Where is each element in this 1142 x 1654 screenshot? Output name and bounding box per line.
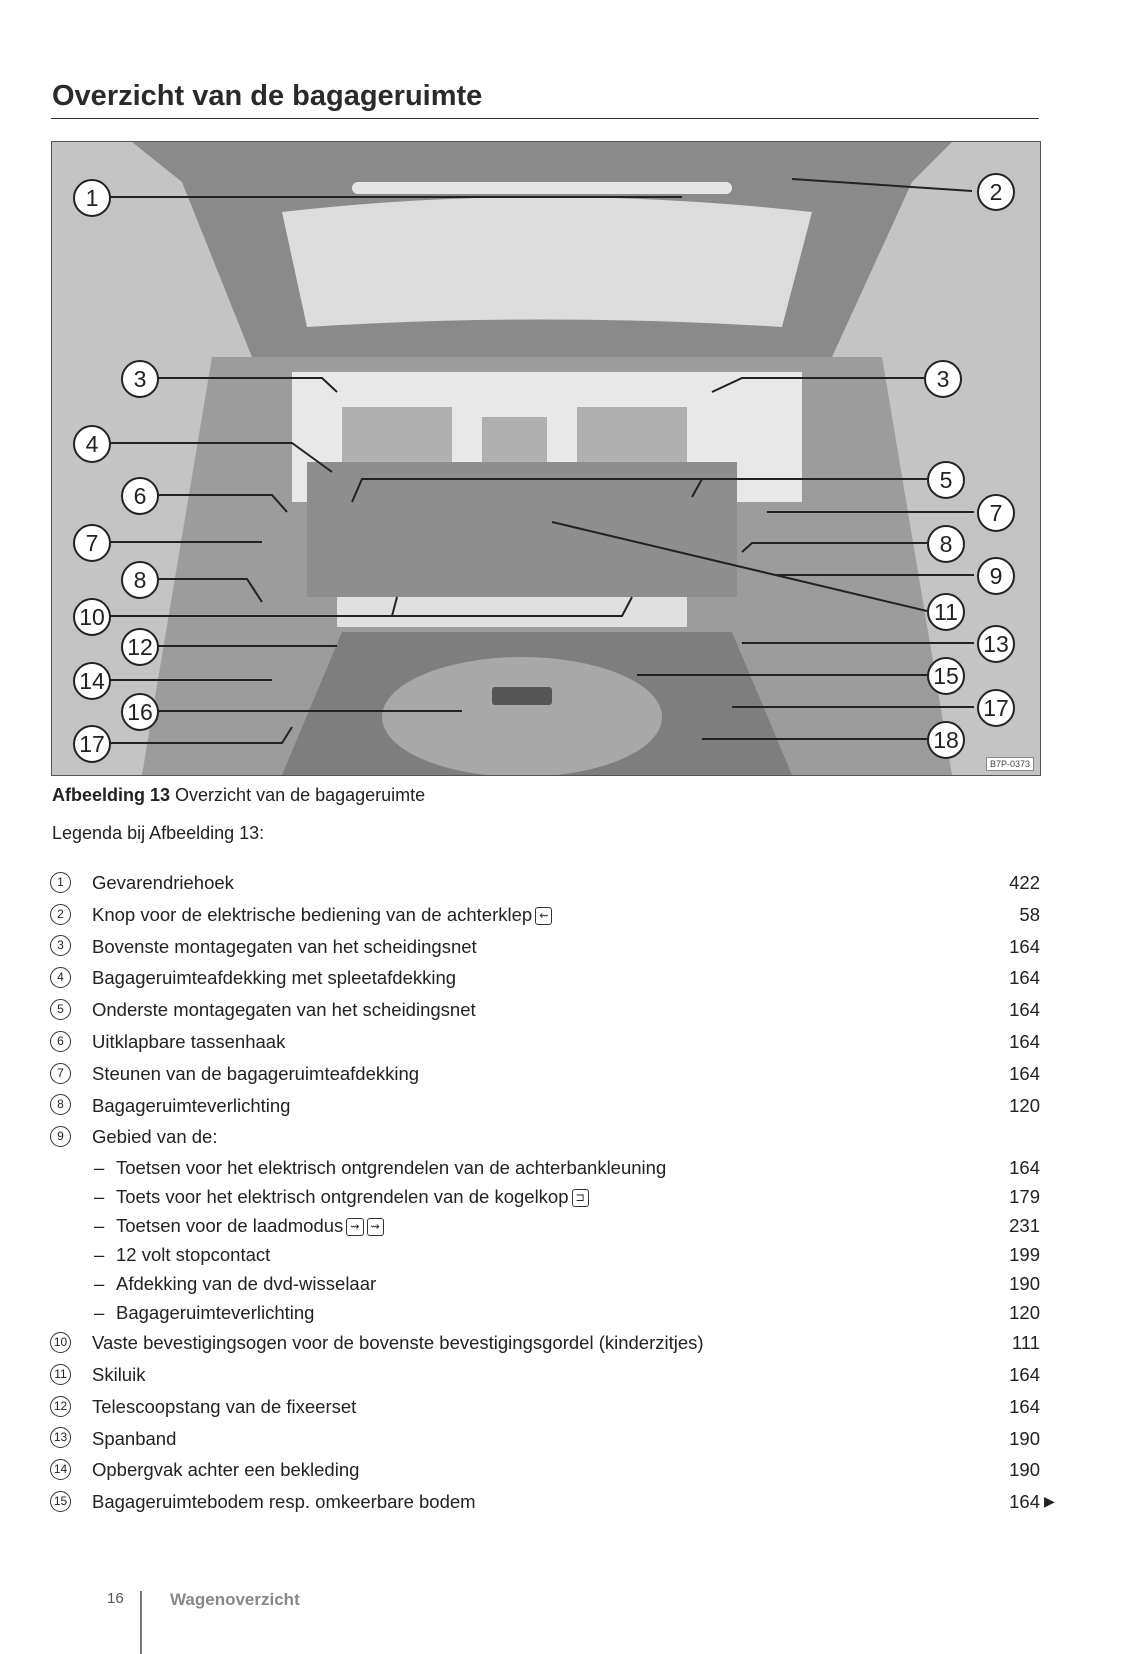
item-label: 12 volt stopcontact xyxy=(116,1244,271,1266)
callout-1: 1 xyxy=(73,179,111,217)
legend-item xyxy=(50,1090,1040,1122)
item-number-badge: 1 xyxy=(50,872,71,893)
item-label: Afdekking van de dvd-wisselaar xyxy=(116,1273,377,1295)
page-reference[interactable]: 120 xyxy=(1009,1094,1040,1116)
item-number-badge: 6 xyxy=(50,1031,71,1052)
item-text xyxy=(92,1359,145,1391)
item-number-badge: 10 xyxy=(50,1332,71,1353)
legend-subitem xyxy=(50,1182,1040,1211)
item-text xyxy=(92,962,456,994)
button-symbol-icon: ⇝ xyxy=(367,1218,384,1236)
luggage-compartment-figure xyxy=(51,141,1041,776)
item-number-badge: 7 xyxy=(50,1063,71,1084)
item-label: Gevarendriehoek xyxy=(92,872,234,893)
item-label: Uitklapbare tassenhaak xyxy=(92,1030,286,1052)
callout-2: 2 xyxy=(977,173,1015,211)
title-rule xyxy=(51,118,1039,119)
item-label: Knop voor de elektrische bediening van de achterklep xyxy=(92,903,533,925)
page-reference[interactable]: 164 xyxy=(1009,1030,1040,1052)
legend-item xyxy=(50,1026,1040,1058)
legend-item xyxy=(50,867,1040,899)
item-number-badge: 12 xyxy=(50,1396,71,1417)
legend-item xyxy=(50,994,1040,1026)
legend-item xyxy=(50,1486,1040,1518)
item-number-badge: 9 xyxy=(50,1126,71,1147)
legend-item xyxy=(50,1058,1040,1090)
page-reference[interactable]: 120 xyxy=(1009,1302,1040,1324)
callout-10: 10 xyxy=(73,598,111,636)
item-text xyxy=(92,899,552,931)
item-text xyxy=(92,994,476,1026)
legend-item xyxy=(50,1359,1040,1391)
legend-list xyxy=(50,867,1040,1518)
item-text xyxy=(92,1391,356,1423)
continue-arrow-icon: ▶ xyxy=(1044,1493,1055,1509)
caption-text: Overzicht van de bagageruimte xyxy=(175,785,426,805)
callout-12: 12 xyxy=(121,628,159,666)
item-label: Toetsen voor het elektrisch ontgrendelen van de achterbankleuning xyxy=(116,1157,667,1179)
item-number-badge: 3 xyxy=(50,935,71,956)
item-label: Bagageruimteafdekking met spleetafdekking xyxy=(92,967,457,989)
item-label: Bagageruimteverlichting xyxy=(116,1302,315,1324)
page-reference[interactable]: 164 xyxy=(1009,1491,1040,1513)
rear-bench xyxy=(307,462,737,597)
callout-7-left: 7 xyxy=(73,524,111,562)
item-text xyxy=(92,1121,217,1153)
item-label: Steunen van de bagageruimteafdekking xyxy=(92,1062,420,1084)
item-text xyxy=(92,1486,476,1518)
item-text xyxy=(116,1240,270,1269)
callout-4: 4 xyxy=(73,425,111,463)
page-reference[interactable]: 199 xyxy=(1009,1244,1040,1266)
item-label: Gebied van de: xyxy=(92,1126,218,1148)
callout-16: 16 xyxy=(121,693,159,731)
item-label: Onderste montagegaten van het scheidingsnet xyxy=(92,999,476,1021)
figure-code: B7P-0373 xyxy=(986,757,1034,771)
item-text xyxy=(92,1454,359,1486)
page-reference[interactable]: 111 xyxy=(1011,1332,1040,1354)
item-label: Skiluik xyxy=(92,1363,146,1385)
figure-illustration xyxy=(52,142,1040,775)
rear-window xyxy=(282,197,812,327)
button-symbol-icon: ⊐ xyxy=(572,1189,589,1207)
dash-bullet: – xyxy=(94,1273,105,1295)
item-text xyxy=(116,1269,376,1298)
item-text xyxy=(116,1182,589,1211)
caption-label: Afbeelding 13 xyxy=(52,785,171,805)
legend-item xyxy=(50,1327,1040,1359)
legend-title: Legenda bij Afbeelding 13: xyxy=(52,823,265,843)
item-text xyxy=(92,1058,419,1090)
callout-7-right: 7 xyxy=(977,494,1015,532)
item-text xyxy=(116,1211,384,1240)
item-label: Bovenste montagegaten van het scheidingsnet xyxy=(92,935,477,957)
legend-subitem xyxy=(50,1240,1040,1269)
page-title: Overzicht van de bagageruimte xyxy=(52,80,483,112)
item-text xyxy=(92,1423,176,1455)
item-number-badge: 2 xyxy=(50,904,71,925)
item-label: Bagageruimtebodem resp. omkeerbare bodem xyxy=(92,1491,476,1513)
dash-bullet: – xyxy=(94,1244,105,1266)
item-text xyxy=(92,867,234,899)
page-reference[interactable]: 164 xyxy=(1009,1062,1040,1084)
legend-item xyxy=(50,962,1040,994)
legend-subitem xyxy=(50,1298,1040,1327)
legend-subitem xyxy=(50,1269,1040,1298)
item-label: Bagageruimteverlichting xyxy=(92,1094,291,1116)
item-label: Telescoopstang van de fixeerset xyxy=(92,1395,357,1417)
page-reference[interactable]: 164 xyxy=(1009,1363,1040,1385)
dash-bullet: – xyxy=(94,1302,105,1324)
item-label: Vaste bevestigingsogen voor de bovenste bevestigingsgordel (kinderzitjes) xyxy=(92,1332,704,1354)
callout-9: 9 xyxy=(977,557,1015,595)
dash-bullet: – xyxy=(94,1186,105,1208)
page-reference[interactable]: 164 xyxy=(1009,935,1040,957)
figure-caption xyxy=(52,785,425,806)
page-reference[interactable]: 58 xyxy=(1019,903,1040,925)
legend-item xyxy=(50,931,1040,963)
legend-item xyxy=(50,1423,1040,1455)
item-text xyxy=(116,1153,666,1182)
spare-wheel xyxy=(382,657,662,775)
section-title: Wagenoverzicht xyxy=(170,1590,300,1609)
callout-5: 5 xyxy=(927,461,965,499)
item-label: Toets voor het elektrisch ontgrendelen van de kogelkop xyxy=(116,1186,569,1208)
callout-17-right: 17 xyxy=(977,689,1015,727)
callout-8-right: 8 xyxy=(927,525,965,563)
page-reference[interactable]: 190 xyxy=(1009,1459,1040,1481)
item-label: Opbergvak achter een bekleding xyxy=(92,1459,360,1481)
callout-8-left: 8 xyxy=(121,561,159,599)
footer-divider xyxy=(140,1591,142,1654)
page-reference[interactable]: 164 xyxy=(1009,1395,1040,1417)
item-number-badge: 11 xyxy=(50,1364,71,1385)
legend-item xyxy=(50,1391,1040,1423)
item-text xyxy=(92,1327,704,1359)
callout-6: 6 xyxy=(121,477,159,515)
legend-subitem xyxy=(50,1153,1040,1182)
page-reference[interactable]: 164 xyxy=(1009,967,1040,989)
button-symbol-icon: ⇝ xyxy=(346,1218,363,1236)
item-text xyxy=(116,1298,314,1327)
item-label: Toetsen voor de laadmodus xyxy=(116,1215,344,1237)
page-reference[interactable]: 422 xyxy=(1009,872,1040,893)
item-number-badge: 8 xyxy=(50,1094,71,1115)
page-number: 16 xyxy=(107,1590,124,1607)
item-label: Spanband xyxy=(92,1427,177,1449)
item-number-badge: 13 xyxy=(50,1427,71,1448)
callout-11: 11 xyxy=(927,593,965,631)
item-text xyxy=(92,1090,290,1122)
dash-bullet: – xyxy=(94,1157,105,1179)
page-reference[interactable]: 164 xyxy=(1009,999,1040,1021)
legend-item xyxy=(50,1454,1040,1486)
page-reference[interactable]: 164 xyxy=(1009,1157,1040,1179)
callout-17-left: 17 xyxy=(73,725,111,763)
legend-item xyxy=(50,899,1040,931)
page-reference[interactable]: 190 xyxy=(1009,1273,1040,1295)
legend-item xyxy=(50,1121,1040,1153)
callout-3-left: 3 xyxy=(121,360,159,398)
callout-14: 14 xyxy=(73,662,111,700)
callout-13: 13 xyxy=(977,625,1015,663)
item-number-badge: 4 xyxy=(50,967,71,988)
dash-bullet: – xyxy=(94,1215,105,1237)
callout-15: 15 xyxy=(927,657,965,695)
callout-18: 18 xyxy=(927,721,965,759)
item-text xyxy=(92,931,477,963)
page-reference[interactable]: 179 xyxy=(1009,1186,1040,1208)
button-symbol-icon: ⇜ xyxy=(535,907,552,925)
item-text xyxy=(92,1026,285,1058)
legend-subitem xyxy=(50,1211,1040,1240)
telescopic-bar xyxy=(337,597,687,627)
callout-3-right: 3 xyxy=(924,360,962,398)
page-reference[interactable]: 231 xyxy=(1009,1215,1040,1237)
item-number-badge: 5 xyxy=(50,999,71,1020)
item-number-badge: 14 xyxy=(50,1459,71,1480)
page-reference[interactable]: 190 xyxy=(1009,1427,1040,1449)
item-number-badge: 15 xyxy=(50,1491,71,1512)
